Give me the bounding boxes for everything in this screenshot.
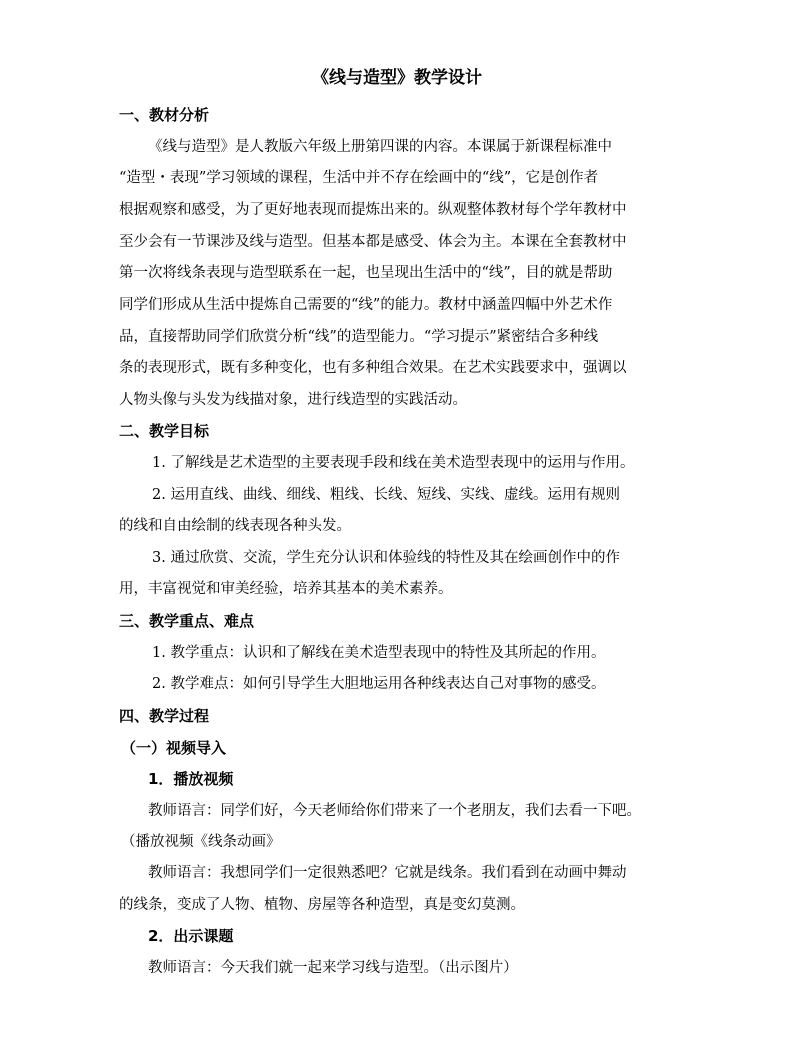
section-heading-key-points: 三、教学重点、难点 (119, 612, 255, 630)
paragraph-line: 人物头像与头发为线描对象，进行线造型的实践活动。 (119, 392, 467, 408)
paragraph-line: 的线和自由绘制的线表现各种头发。 (119, 518, 351, 534)
paragraph-line: 用，丰富视觉和审美经验，培养其基本的美术素养。 (119, 581, 453, 597)
teacher-speech-line: 教师语言：同学们好，今天老师给你们带来了一个老朋友，我们去看一下吧。 (148, 803, 641, 819)
section-heading-materials: 一、教材分析 (119, 106, 210, 124)
paragraph-line: “造型・表现”学习领域的课程，生活中并不存在绘画中的“线”，它是创作者 (119, 170, 599, 186)
difficulty-item: 2. 教学难点：如何引导学生大胆地运用各种线表达自己对事物的感受。 (152, 676, 606, 692)
step-heading-play-video: 1．播放视频 (148, 770, 234, 788)
paragraph-line: 同学们形成从生活中提炼自己需要的“线”的能力。教材中涵盖四幅中外艺术作 (119, 297, 613, 313)
paragraph-line: 品，直接帮助同学们欣赏分析“线”的造型能力。“学习提示”紧密结合多种线 (119, 329, 599, 345)
objective-item: 1. 了解线是艺术造型的主要表现手段和线在美术造型表现中的运用与作用。 (152, 455, 635, 471)
paragraph-line: 至少会有一节课涉及线与造型。但基本都是感受、体会为主。本课在全套教材中 (119, 234, 627, 250)
objective-item: 3. 通过欣赏、交流，学生充分认识和体验线的特性及其在绘画创作中的作 (152, 550, 620, 566)
paragraph-line: 的线条，变成了人物、植物、房屋等各种造型，真是变幻莫测。 (119, 897, 525, 913)
teacher-speech-line: 教师语言：我想同学们一定很熟悉吧？它就是线条。我们看到在动画中舞动 (148, 865, 627, 881)
paragraph-line: 第一次将线条表现与造型联系在一起，也呈现出生活中的“线”，目的就是帮助 (119, 265, 613, 281)
teacher-speech-line: 教师语言：今天我们就一起来学习线与造型。（出示图片） (148, 960, 518, 976)
paragraph-line: 《线与造型》是人教版六年级上册第四课的内容。本课属于新课程标准中 (148, 139, 612, 155)
key-point-item: 1. 教学重点：认识和了解线在美术造型表现中的特性及其所起的作用。 (152, 645, 606, 661)
section-heading-objectives: 二、教学目标 (119, 422, 210, 440)
subsection-heading-video-intro: （一）视频导入 (121, 739, 227, 757)
paragraph-line: 条的表现形式，既有多种变化，也有多种组合效果。在艺术实践要求中，强调以 (119, 360, 627, 376)
paragraph-line: （播放视频《线条动画》 (121, 834, 281, 850)
document-title: 《线与造型》教学设计 (312, 68, 482, 88)
section-heading-process: 四、教学过程 (119, 707, 210, 725)
step-heading-show-topic: 2．出示课题 (148, 927, 234, 945)
paragraph-line: 根据观察和感受，为了更好地表现而提炼出来的。纵观整体教材每个学年教材中 (119, 202, 627, 218)
objective-item: 2. 运用直线、曲线、细线、粗线、长线、短线、实线、虚线。运用有规则 (152, 487, 620, 503)
